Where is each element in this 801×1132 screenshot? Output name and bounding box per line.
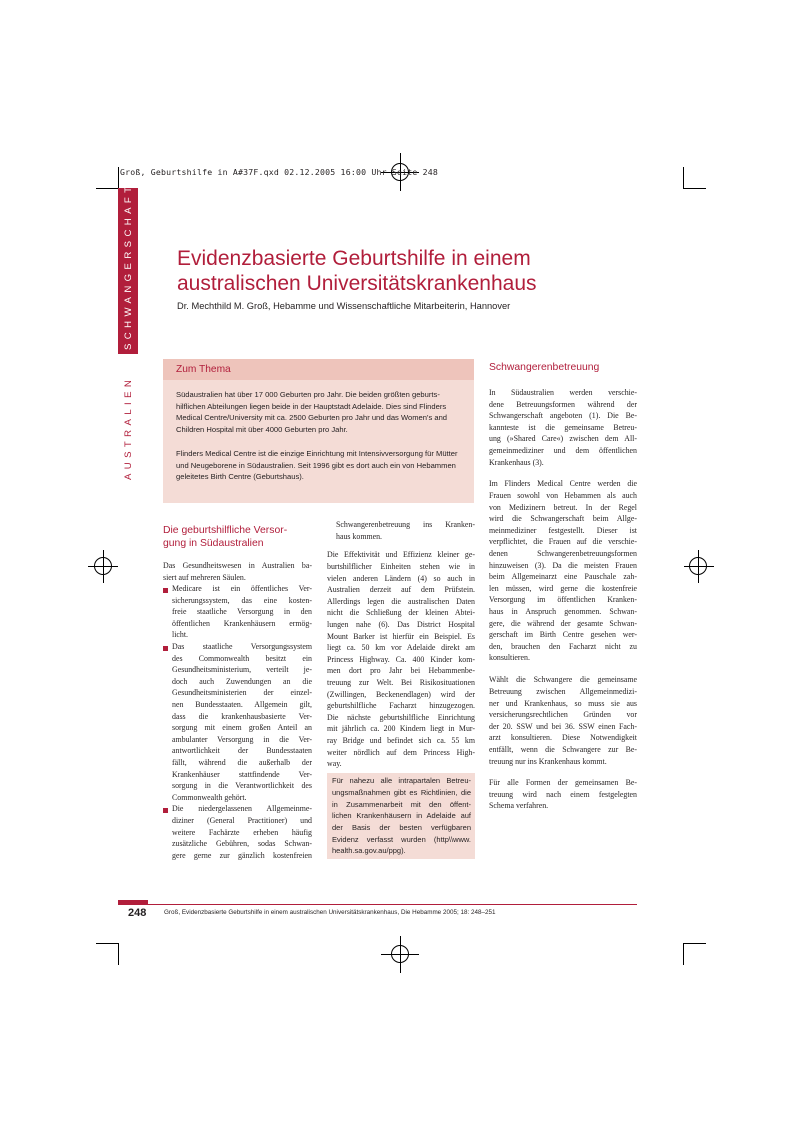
note-line: ungsmaßnahmen gibt es Richtlinien, die xyxy=(332,788,471,797)
section-heading: Schwangerenbetreuung xyxy=(489,362,600,373)
topic-box-paragraph: Flinders Medical Centre ist die einzige Einrichtung mit Intensivversorgung für Mütter und Neugeborene in Südaustralien. Seit 1996 gibt es dort auch ein von Hebammen geleitetes Birth Centre (Geburtshaus). xyxy=(176,449,458,482)
text-line: licht. xyxy=(172,630,188,639)
text-line: gere gerne zur gänzlich kostenfreien xyxy=(172,851,312,860)
text-line: len müssen, wird gerne die kostenfreie xyxy=(489,584,637,593)
crop-mark xyxy=(684,188,706,189)
text-line: den, brauchen den Facharzt nicht zu xyxy=(489,642,637,651)
text-line: doch auch Zuwendungen an die xyxy=(172,677,312,686)
text-line: antwortlichkeit der Bundesstaaten xyxy=(172,746,312,755)
text-line: des Commonwealth besitzt ein xyxy=(172,654,312,663)
footer-citation: Groß, Evidenzbasierte Geburtshilfe in einem australischen Universitätskrankenhaus, Die Hebamme 2005; 18: 248–251 xyxy=(164,909,496,916)
text-line: geburtshilfliche Facharzt hinzugezogen. xyxy=(327,701,475,710)
text-line: versicherungsrechtlichen Gründen vor xyxy=(489,710,637,719)
crop-mark xyxy=(96,188,118,189)
text-line: treuung nur ins Krankenhaus kommt. xyxy=(489,757,607,766)
text-line: Australien derzeit auf dem Prüfstein. xyxy=(327,585,475,594)
text-line: ambulanter Versorgung in die Ver- xyxy=(172,735,312,744)
section-label-top: SCHWANGERSCHAFT xyxy=(123,182,134,350)
text-line: Gesundheitsministerien der einzel- xyxy=(172,688,312,697)
text-line: Versorgung im öffentlichen Kranken- xyxy=(489,595,637,604)
text-line: men dort pro Jahr bei Hebammenbe- xyxy=(327,666,475,675)
text-line: dass die krankenhausbasierte Ver- xyxy=(172,712,312,721)
footer-rule xyxy=(118,904,637,905)
page-number: 248 xyxy=(128,907,147,919)
text-line: meinmediziner festgestellt. Dieser ist xyxy=(489,526,637,535)
text-line: Princess Highway. Ca. 400 Kinder kom- xyxy=(327,655,475,664)
text-line: Schwangerschaft angeboten (1). Die Be- xyxy=(489,411,637,420)
text-line: In Südaustralien werden verschie- xyxy=(489,388,637,397)
crop-mark xyxy=(684,943,706,944)
text-line: liegt ca. 50 km vor Adelaide direkt am xyxy=(327,643,475,652)
text-line: weitere Fachärzte erheben häufig xyxy=(172,828,312,837)
text-line: Die niedergelassenen Allgemeinme- xyxy=(172,804,312,813)
text-line: Krankenhaus (3). xyxy=(489,458,544,467)
section-tab xyxy=(118,182,138,354)
text-line: (Zwillingen, Beckenendlagen) wird der xyxy=(327,690,475,699)
section-heading: Die geburtshilfliche Versor- gung in Südaustralien xyxy=(163,525,288,549)
text-line: zusätzliche Gebühren, sodas Schwan- xyxy=(172,839,312,848)
crop-mark xyxy=(96,943,118,944)
text-line: way. xyxy=(327,759,342,768)
text-line: hinzuweisen (3). Da die meisten Frauen xyxy=(489,561,637,570)
text-line: Das staatliche Versorgungssystem xyxy=(172,642,312,651)
text-line: ner und Krankenhaus, so muss sie aus xyxy=(489,699,637,708)
note-line: Für nahezu alle intrapartalen Betreu- xyxy=(332,776,471,785)
text-line: entfällt, wenn die Schwangere zur Be- xyxy=(489,745,637,754)
text-line: Frauen sowohl von Hebammen als auch xyxy=(489,491,637,500)
article-title: Evidenzbasierte Geburtshilfe in einem australischen Universitätskrankenhaus xyxy=(177,247,537,295)
note-line: lichen Krankenhäusern in Adelaide auf xyxy=(332,811,471,820)
text-line: Die nächste geburtshilfliche Einrichtung xyxy=(327,713,475,722)
text-line: sorgung mit einem großen Anteil an xyxy=(172,723,312,732)
text-line: Mount Barker ist hierfür ein Beispiel. Es xyxy=(327,632,475,641)
topic-box-paragraph: Südaustralien hat über 17 000 Geburten pro Jahr. Die beiden größten geburts-hilflichen Abteilungen liegen beide in der Hauptstadt Adelaide. Dies sind Flinders Medical Centre/University mit ca. 2500 Geburten pro Jahr und das Women's and Children Hospital mit über 4000 Geburten pro Jahr. xyxy=(176,390,448,434)
text-line: verpflichtet, die Frauen auf die verschie- xyxy=(489,537,637,546)
text-line: siert auf mehreren Säulen. xyxy=(163,573,246,582)
text-line: Allerdings legen die australischen Daten xyxy=(327,597,475,606)
text-line: mit jährlich ca. 200 Kindern liegt in Mur- xyxy=(327,724,475,733)
topic-box-title: Zum Thema xyxy=(176,364,231,375)
note-line: der Basis der besten verfügbaren xyxy=(332,823,471,832)
text-line: burtshilflicher Einheiten stehen wie in xyxy=(327,562,475,571)
text-line: sorgung in die Verantwortlichkeit des xyxy=(172,781,312,790)
text-line: von Medizinern betreut. In der Regel xyxy=(489,503,637,512)
text-line: der 20. SSW und bei 36. SSW einen Fach- xyxy=(489,722,637,731)
bullet-icon xyxy=(163,588,168,593)
text-line: Krankenhäuser stattfindende Ver- xyxy=(172,770,312,779)
text-line: öffentlichen Krankenhäusern ermög- xyxy=(172,619,312,628)
text-line: Schwangerenbetreuung ins Kranken- xyxy=(336,520,475,529)
section-label-bottom: AUSTRALIEN xyxy=(123,375,134,480)
text-line: Wählt die Schwangere die gemeinsame xyxy=(489,675,637,684)
text-line: beim Allgemeinarzt eine Pauschale zah- xyxy=(489,572,637,581)
text-line: wird die Schwangerschaft beim Allge- xyxy=(489,514,637,523)
file-slug: Groß, Geburtshilfe in A#37F.qxd 02.12.2005 16:00 Uhr Seite 248 xyxy=(120,167,439,177)
crop-mark xyxy=(118,167,119,189)
text-line: treuung zur Welt. Bei Risikosituationen xyxy=(327,678,475,687)
text-line: Medicare ist ein öffentliches Ver- xyxy=(172,584,312,593)
text-line: vielen anderen Ländern (4) so auch in xyxy=(327,574,475,583)
text-line: nicht die Schließung der kleinen Abtei- xyxy=(327,608,475,617)
text-line: Schema verfahren. xyxy=(489,801,549,810)
text-line: Das Gesundheitswesen in Australien ba- xyxy=(163,561,312,570)
text-line: Im Flinders Medical Centre werden die xyxy=(489,479,637,488)
text-line: ung (»Shared Care«) zwischen dem All- xyxy=(489,434,637,443)
text-line: arzt konsultieren. Diese Notwendigkeit xyxy=(489,733,637,742)
text-line: diziner (General Practitioner) und xyxy=(172,816,312,825)
text-line: gerschaft im Birth Centre gesehen wer- xyxy=(489,630,637,639)
text-line: dene Betreuungsformen während der xyxy=(489,400,637,409)
text-line: treuung wird nach einem festgelegten xyxy=(489,790,637,799)
note-line: in Zusammenarbeit mit den öffent- xyxy=(332,800,471,809)
text-line: Für alle Formen der gemeinsamen Be- xyxy=(489,778,637,787)
text-line: lungen nahe (6). Das District Hospital xyxy=(327,620,475,629)
text-line: Die Effektivität und Effizienz kleiner ge- xyxy=(327,550,475,559)
text-line: freie staatliche Versorgung in den xyxy=(172,607,312,616)
text-line: fällt, während die außerhalb der xyxy=(172,758,312,767)
text-line: kannteste ist die gemeinsame Betreu- xyxy=(489,423,637,432)
text-line: Commonwealth gehört. xyxy=(172,793,247,802)
crop-mark xyxy=(683,167,684,189)
bullet-icon xyxy=(163,646,168,651)
text-line: gemeinmediziner und dem öffentlichen xyxy=(489,446,637,455)
text-line: konsultieren. xyxy=(489,653,530,662)
note-line: health.sa.gov.au/ppg). xyxy=(332,846,406,855)
text-line: nen Bundesstaaten. Allgemein gilt, xyxy=(172,700,312,709)
text-line: Betreuung zwischen Allgemeinmedizi- xyxy=(489,687,637,696)
author-line: Dr. Mechthild M. Groß, Hebamme und Wissenschaftliche Mitarbeiterin, Hannover xyxy=(177,301,511,311)
text-line: gere, die während der gesamte Schwan- xyxy=(489,619,637,628)
text-line: haus kommen. xyxy=(336,532,383,541)
text-line: weiter nördlich auf dem Princess High- xyxy=(327,748,475,757)
crop-mark xyxy=(683,943,684,965)
text-line: Gesundheitsministerium, verteilt je- xyxy=(172,665,312,674)
bullet-icon xyxy=(163,808,168,813)
text-line: sicherungssystem, das eine kosten- xyxy=(172,596,312,605)
text-line: ray Bridge und befindet sich ca. 55 km xyxy=(327,736,475,745)
note-line: Evidenz verfasst wurden (http\\www. xyxy=(332,835,471,844)
crop-mark xyxy=(118,943,119,965)
text-line: haus in Anspruch genommen. Schwan- xyxy=(489,607,637,616)
text-line: denen Schwangerenbetreuungsformen xyxy=(489,549,637,558)
